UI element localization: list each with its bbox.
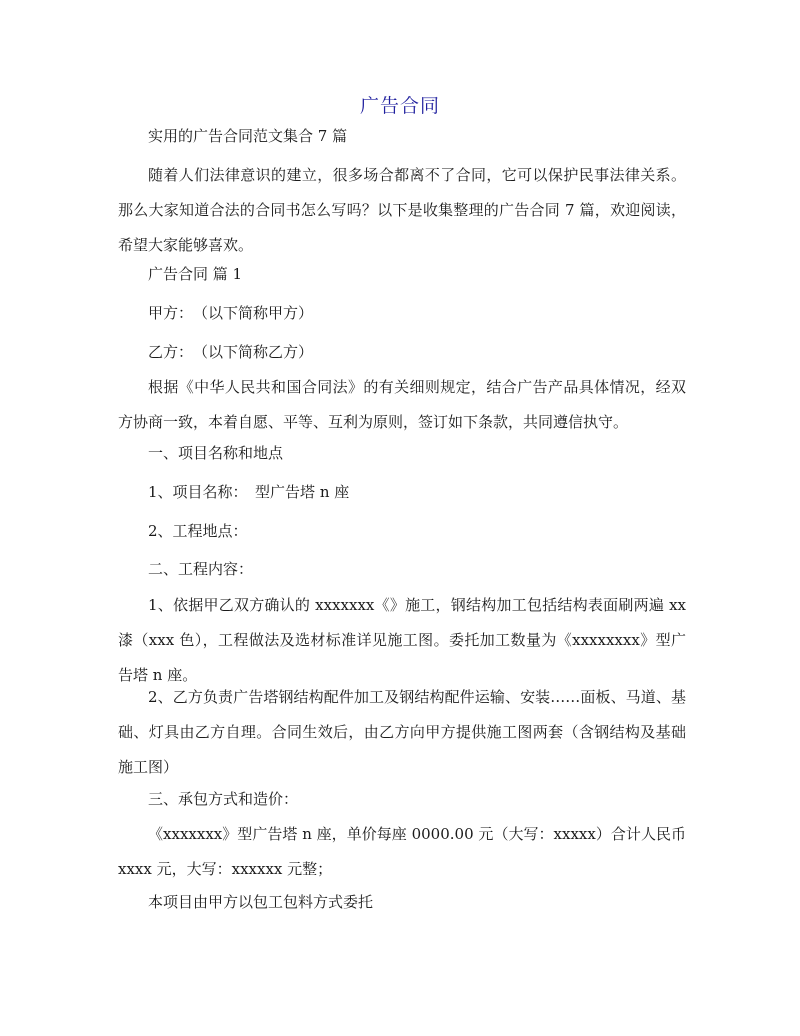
party-a-line: 甲方： （以下简称甲方） (148, 304, 314, 322)
content-item-1-paragraph: 1、依据甲乙双方确认的 xxxxxxx《》施工，钢结构加工包括结构表面刷两遍 xx 漆（xxx 色），工程做法及选材标准详见施工图。委托加工数量为《xxxxxxxx》型广告塔 n 座。 (118, 596, 686, 684)
document-subtitle: 实用的广告合同范文集合 7 篇 (148, 127, 348, 145)
project-name-line: 1、项目名称： 型广告塔 n 座 (148, 483, 350, 501)
party-b-line: 乙方： （以下简称乙方） (148, 343, 314, 361)
commission-line: 本项目由甲方以包工包料方式委托 (148, 893, 374, 911)
content-item-2-paragraph: 2、乙方负责广告塔钢结构配件加工及钢结构配件运输、安装……面板、马道、基础、灯具由乙方自理。合同生效后，由乙方向甲方提供施工图两套（含钢结构及基础施工图） (118, 688, 686, 776)
project-location-line: 2、工程地点： (148, 522, 248, 540)
section-heading-content: 二、工程内容： (148, 560, 254, 578)
section-heading-contract-price: 三、承包方式和造价： (148, 790, 299, 808)
price-paragraph: 《xxxxxxx》型广告塔 n 座，单价每座 0000.00 元（大写：xxxxx）合计人民币 xxxx 元，大写：xxxxxx 元整； (118, 825, 686, 878)
basis-paragraph: 根据《中华人民共和国合同法》的有关细则规定，结合广告产品具体情况，经双方协商一致，本着自愿、平等、互利为原则，签订如下条款，共同遵信执守。 (118, 378, 686, 431)
section-heading-part-1: 广告合同 篇 1 (148, 265, 243, 283)
section-heading-project: 一、项目名称和地点 (148, 444, 284, 462)
intro-paragraph: 随着人们法律意识的建立，很多场合都离不了合同，它可以保护民事法律关系。那么大家知道合法的合同书怎么写吗？以下是收集整理的广告合同 7 篇，欢迎阅读，希望大家能够喜欢。 (118, 166, 686, 254)
document-title: 广告合同 (359, 95, 440, 117)
